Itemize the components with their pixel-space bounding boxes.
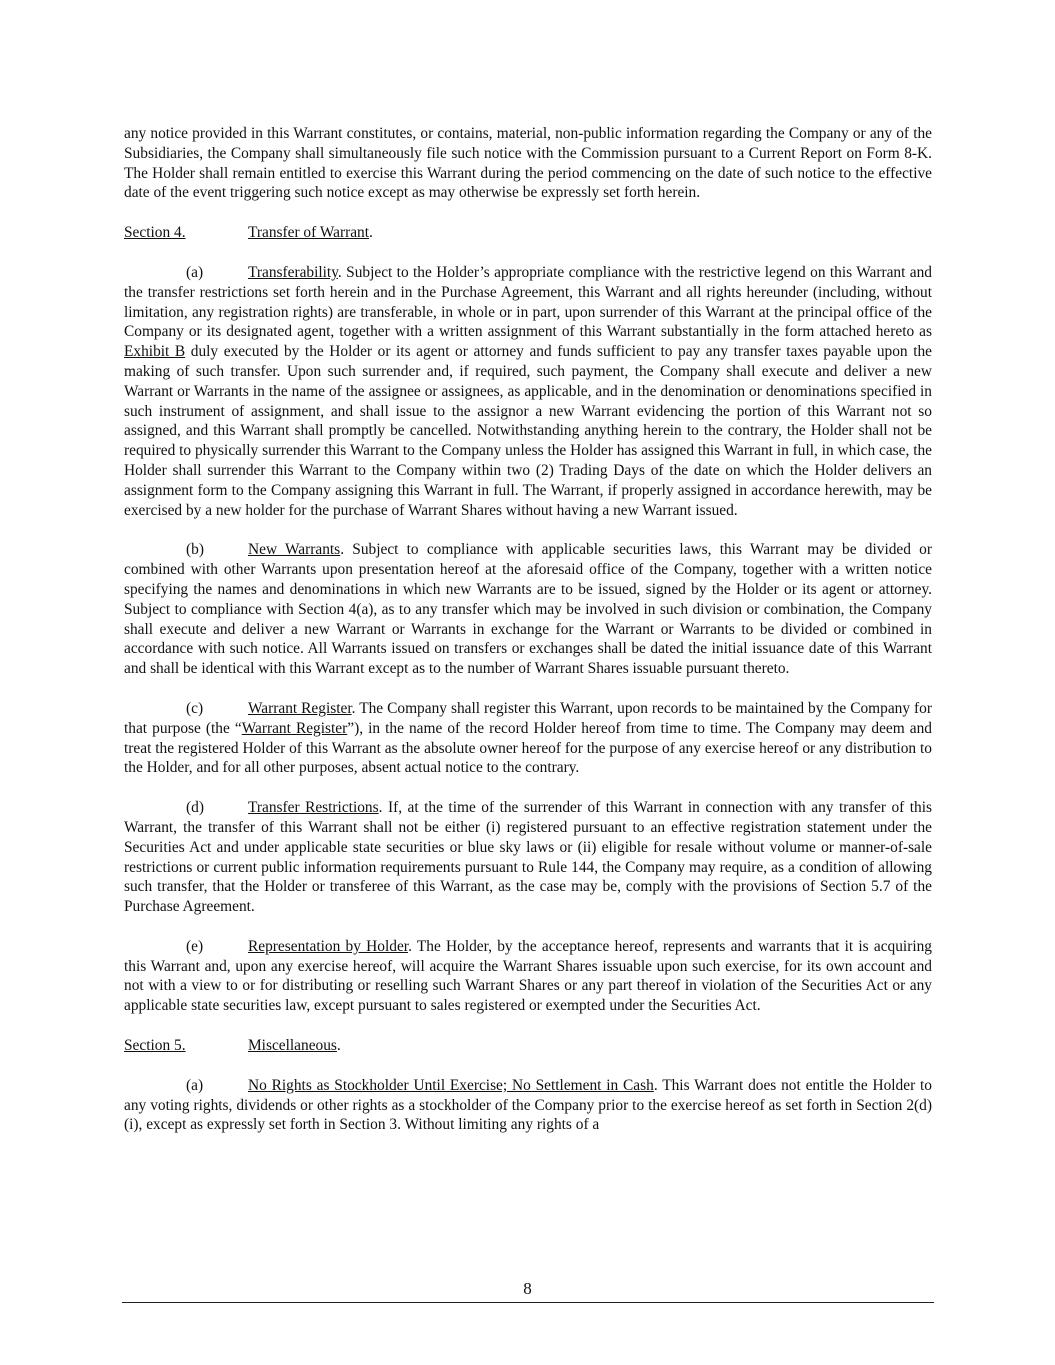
section-5-heading (124, 1036, 932, 1056)
intro-paragraph (124, 124, 932, 203)
section-4c-paragraph (124, 699, 932, 778)
section-4d-label: (d) (186, 799, 204, 817)
intro-text: any notice provided in this Warrant constitutes, or contains, material, non-public information regarding the Company or any of the Subsidiaries, the Company shall simultaneously file such notice with the Commission pursuant to a Current Report on Form 8-K. The Holder shall remain entitled to exercise this Warrant during the period commencing on the date of such notice to the effective date of the event triggering such notice except as may otherwise be expressly set forth herein. (124, 125, 932, 202)
section-4a-paragraph (124, 263, 932, 520)
section-4a-heading: Transferability (248, 263, 338, 281)
footer-rule (122, 1302, 934, 1303)
section-5a-text: . This Warrant does not entitle the Holder to any voting rights, dividends or other rights as a stockholder of the Company prior to the exercise hereof as set forth in Section 2(d)(i), except as expressly set forth in Section 3. Without limiting any rights of a (124, 1076, 932, 1134)
section-5a-paragraph (124, 1076, 932, 1135)
section-4e-text: . The Holder, by the acceptance hereof, represents and warrants that it is acquiring this Warrant and, upon any exercise hereof, will acquire the Warrant Shares issuable upon such exercise, for its own account and not with a view to or for distributing or reselling such Warrant Shares or any part thereof in violation of the Securities Act or any applicable state securities law, except pursuant to sales registered or exempted under the Securities Act. (124, 937, 932, 1015)
section-5a-heading: No Rights as Stockholder Until Exercise; No Settlement in Cash (248, 1076, 654, 1094)
section-4c-label: (c) (186, 699, 204, 717)
section-4e-paragraph (124, 937, 932, 1016)
section-4c-text-2: ”), in the name of the record Holder hereof from time to time. The Company may deem and treat the registered Holder of this Warrant as the absolute owner hereof for the purpose of any exercise hereof or any distribution to the Holder, and for all other purposes, absent actual notice to the contrary. (124, 719, 932, 777)
section-4b-heading: New Warrants (248, 541, 341, 559)
section-4a-text-2: duly executed by the Holder or its agent or attorney and funds sufficient to pay any transfer taxes payable upon the making of such transfer. Upon such surrender and, if required, such payment, the Company shall execute and deliver a new Warrant or Warrants in the name of the assignee or assignees, as applicable, and in the denomination or denominations specified in such instrument of assignment, and shall issue to the assignor a new Warrant evidencing the portion of this Warrant not so assigned, and this Warrant shall promptly be cancelled. Notwithstanding anything herein to the contrary, the Holder shall not be required to physically surrender this Warrant to the Company unless the Holder has assigned this Warrant in full, in which case, the Holder shall surrender this Warrant to the Company within two (2) Trading Days of the date on which the Holder delivers an assignment form to the Company assigning this Warrant in full. The Warrant, if properly assigned in accordance herewith, may be exercised by a new holder for the purchase of Warrant Shares without having a new Warrant issued. (124, 343, 932, 519)
section-4d-text: . If, at the time of the surrender of this Warrant in connection with any transfer of this Warrant, the transfer of this Warrant shall not be either (i) registered pursuant to an effective registration statement under the Securities Act and under applicable state securities or blue sky laws or (ii) eligible for resale without volume or manner-of-sale restrictions or current public information requirements pursuant to Rule 144, the Company may require, as a condition of allowing such transfer, that the Holder or transferee of this Warrant, as the case may be, comply with the provisions of Section 5.7 of the Purchase Agreement. (124, 799, 932, 916)
section-4-number-wrap (124, 223, 248, 243)
section-4a-label: (a) (186, 263, 204, 281)
section-4-title-suffix: . (369, 224, 373, 242)
section-4a-text-1: . Subject to the Holder’s appropriate compliance with the restrictive legend on this Warrant and the transfer restrictions set forth herein and in the Purchase Agreement, this Warrant and all rights hereunder (including, without limitation, any registration rights) are transferable, in whole or in part, upon surrender of this Warrant at the principal office of the Company or its designated agent, together with a written assignment of this Warrant substantially in the form attached hereto as (124, 263, 932, 341)
section-4b-paragraph (124, 540, 932, 679)
section-4d-paragraph (124, 798, 932, 917)
section-5a-label: (a) (186, 1076, 204, 1094)
section-5-number: Section 5. (124, 1037, 186, 1055)
warrant-register-term: Warrant Register (241, 719, 348, 737)
section-5-title-suffix: . (336, 1037, 341, 1055)
section-4c-text-1: . The Company shall register this Warrant, upon records to be maintained by the Company for that purpose (the “ (124, 699, 933, 737)
section-4e-label: (e) (186, 937, 204, 955)
section-4e-heading: Representation by Holder (248, 937, 409, 955)
section-4b-label: (b) (186, 541, 204, 559)
section-5-number-wrap (124, 1036, 248, 1056)
section-5-title: Miscellaneous (248, 1037, 337, 1055)
section-4-title: Transfer of Warrant (248, 224, 369, 242)
section-4c-heading: Warrant Register (248, 699, 352, 717)
document-body (124, 124, 932, 1155)
section-4d-heading: Transfer Restrictions (248, 799, 379, 817)
page-number: 8 (523, 1279, 532, 1298)
section-4-number: Section 4. (124, 224, 186, 242)
section-4-heading (124, 223, 932, 243)
exhibit-b-reference: Exhibit B (124, 343, 186, 361)
section-4b-text: . Subject to compliance with applicable securities laws, this Warrant may be divided or combined with other Warrants upon presentation hereof at the aforesaid office of the Company, together with a written notice specifying the names and denominations in which new Warrants are to be issued, signed by the Holder or its agent or attorney. Subject to compliance with Section 4(a), as to any transfer which may be involved in such division or combination, the Company shall execute and deliver a new Warrant or Warrants in exchange for the Warrant or Warrants to be divided or combined in accordance with such notice. All Warrants issued on transfers or exchanges shall be dated the initial issuance date of this Warrant and shall be identical with this Warrant except as to the number of Warrant Shares issuable pursuant thereto. (124, 541, 932, 678)
